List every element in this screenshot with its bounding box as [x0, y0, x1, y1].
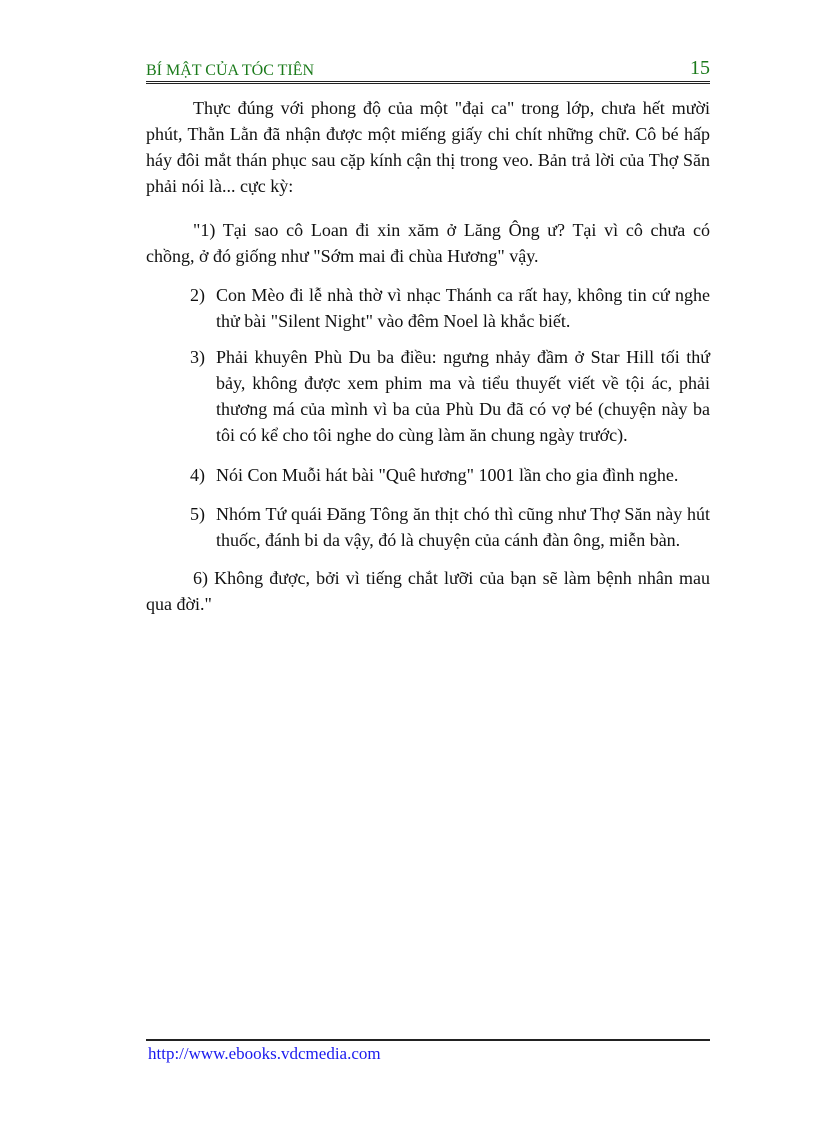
list-text: Phải khuyên Phù Du ba điều: ngưng nhảy đầm ở Star Hill tối thứ bảy, không được xem phim ma và tiểu thuyết viết về tội ác, phải thương má của mình vì ba của Phù Du đã có vợ bé (chuyện này ba tôi có kể cho tôi nghe do cùng làm ăn chung ngày trước).: [216, 347, 710, 445]
list-item: [190, 462, 710, 488]
list-item: [190, 344, 710, 448]
list-item: [190, 282, 710, 334]
page-number: 15: [690, 57, 710, 79]
list-number: 2): [190, 285, 205, 305]
paragraph-answer-1: "1) Tại sao cô Loan đi xin xăm ở Lăng Ông ư? Tại vì cô chưa có chồng, ở đó giống như "Sớm mai đi chùa Hương" vậy.: [146, 220, 710, 266]
paragraph-closing: 6) Không được, bởi vì tiếng chắt lưỡi của bạn sẽ làm bệnh nhân mau qua đời.": [146, 568, 710, 614]
list-number: 3): [190, 347, 205, 367]
list-number: 5): [190, 504, 205, 524]
list-text: Nhóm Tứ quái Đăng Tông ăn thịt chó thì cũng như Thợ Săn này hút thuốc, đánh bi da vậy, đó là chuyện của cánh đàn ông, miễn bàn.: [216, 504, 710, 550]
book-title: BÍ MẬT CỦA TÓC TIÊN: [146, 62, 315, 79]
paragraph-intro: Thực đúng với phong độ của một "đại ca" trong lớp, chưa hết mười phút, Thằn Lằn đã nhận được một miếng giấy chi chít những chữ. Cô bé hấp háy đôi mắt thán phục sau cặp kính cận thị trong veo. Bản trả lời của Thợ Săn phải nói là... cực kỳ:: [146, 98, 710, 196]
footer-link[interactable]: http://www.ebooks.vdcmedia.com: [148, 1044, 381, 1063]
footer-divider: [146, 1039, 710, 1041]
list-item: [190, 501, 710, 553]
header-divider: [146, 81, 710, 84]
list-text: Nói Con Muỗi hát bài "Quê hương" 1001 lần cho gia đình nghe.: [216, 465, 679, 485]
page-header: [146, 58, 710, 80]
list-number: 4): [190, 465, 205, 485]
list-text: Con Mèo đi lễ nhà thờ vì nhạc Thánh ca rất hay, không tin cứ nghe thử bài "Silent Night" vào đêm Noel là khắc biết.: [216, 285, 710, 331]
